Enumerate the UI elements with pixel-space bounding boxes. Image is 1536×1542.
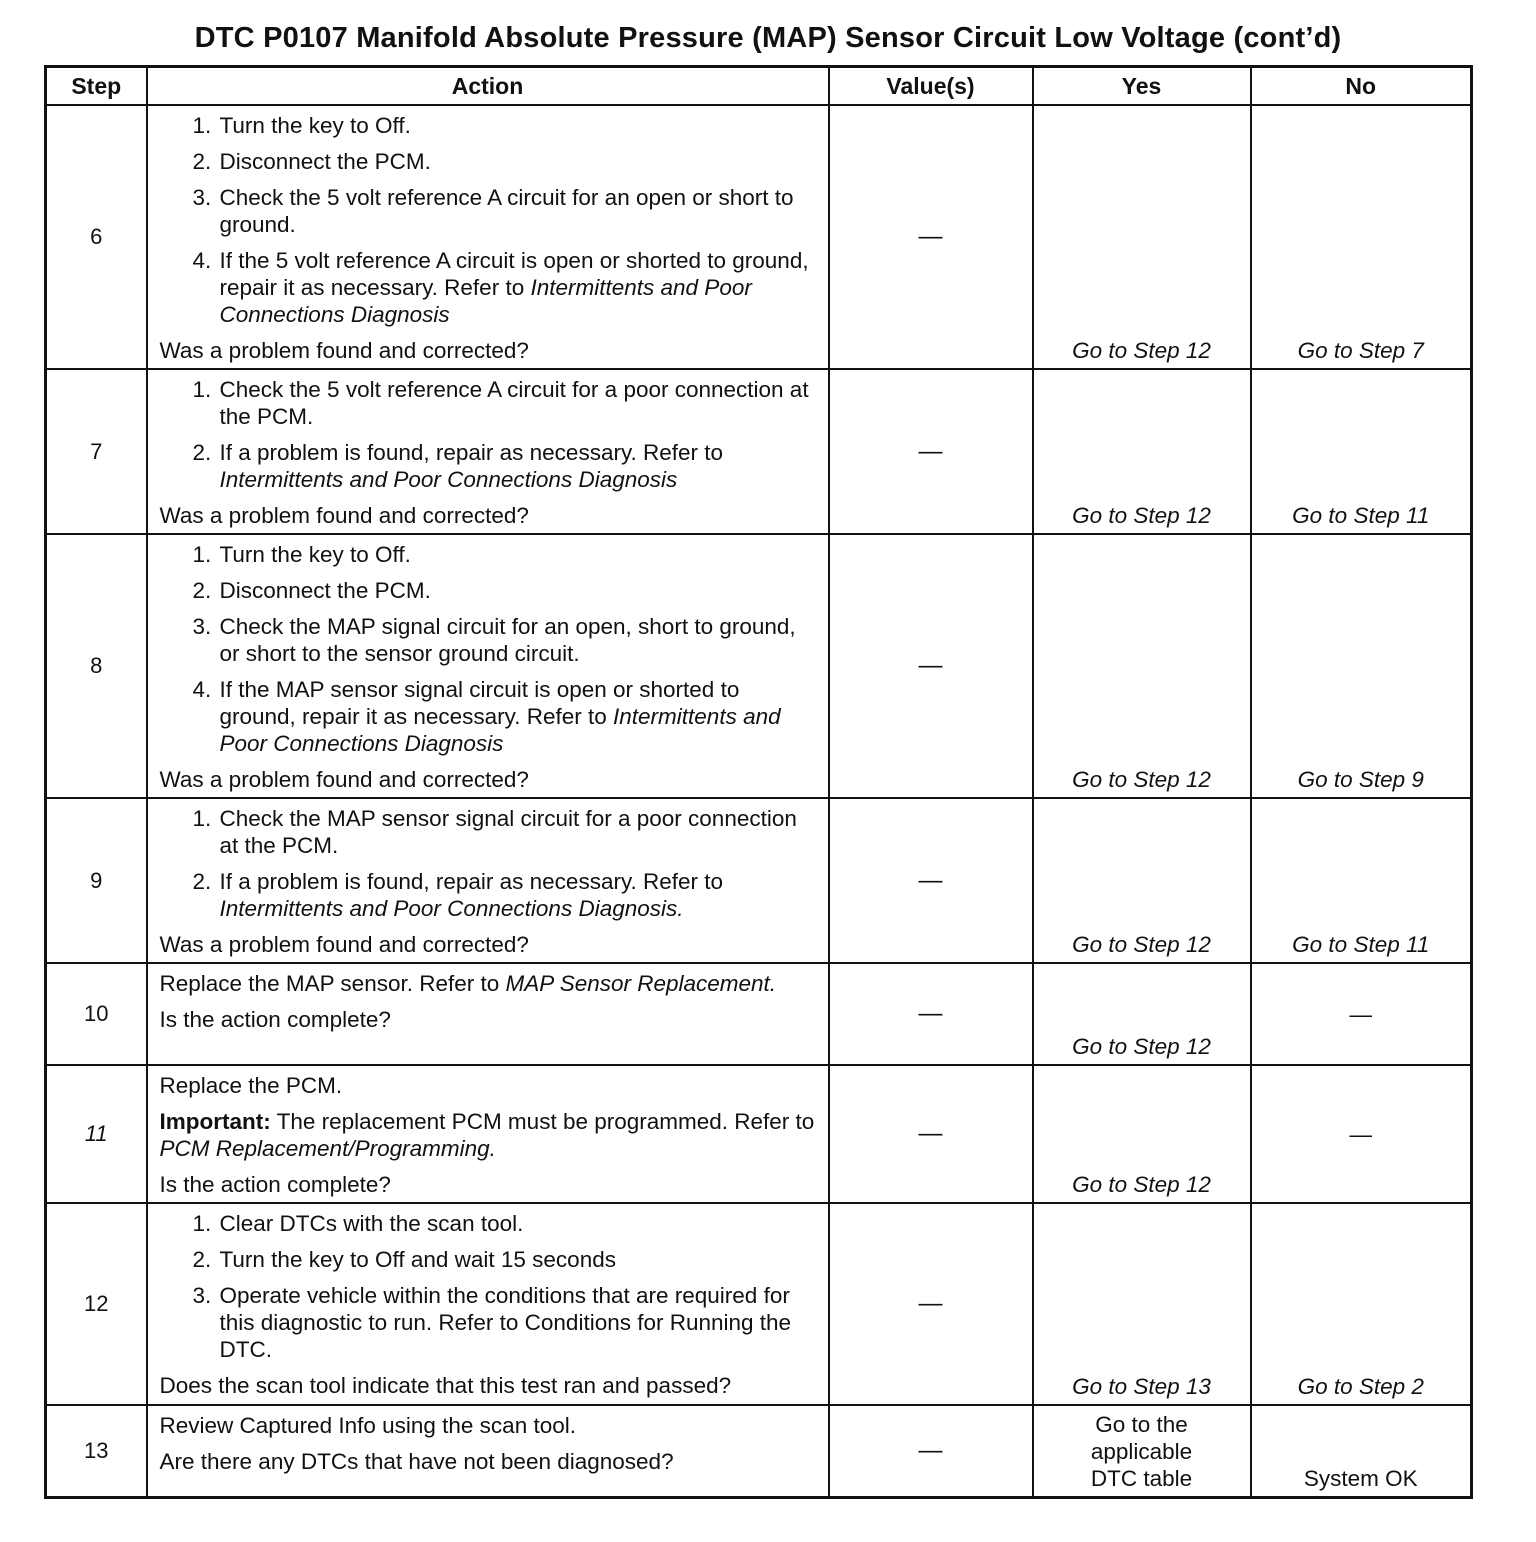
action-question: Was a problem found and corrected?: [159, 338, 529, 363]
document-reference: Intermittents and Poor Connections Diagnosis: [219, 275, 752, 327]
no-cell: System OK: [1251, 1405, 1472, 1497]
action-steps-list: [160, 805, 818, 922]
table-row: [46, 105, 1472, 369]
table-row: [46, 534, 1472, 798]
header-row: [46, 67, 1472, 106]
action-steps-list: [160, 112, 818, 328]
document-reference: Intermittents and Poor Connections Diagnosis: [219, 467, 678, 492]
table-row: [46, 369, 1472, 534]
no-column-header: No: [1251, 67, 1472, 106]
no-cell: Go to Step 11: [1251, 369, 1472, 534]
yes-cell: Go to Step 12: [1033, 534, 1251, 798]
yes-cell: Go to Step 12: [1033, 105, 1251, 369]
yes-column-header: Yes: [1033, 67, 1251, 106]
action-cell: [147, 963, 829, 1065]
action-cell: [147, 105, 829, 369]
action-steps-list: [160, 1210, 818, 1363]
action-step: 3. Operate vehicle within the conditions that are required for this diagnostic to run. Refer to Conditions for Running the DTC.: [218, 1282, 818, 1363]
action-step: 2. If a problem is found, repair as necessary. Refer to Intermittents and Poor Connections Diagnosis: [218, 439, 818, 493]
yes-cell: Go to Step 12: [1033, 963, 1251, 1065]
action-step: 1. Check the MAP sensor signal circuit for a poor connection at the PCM.: [218, 805, 818, 859]
page-title: DTC P0107 Manifold Absolute Pressure (MAP) Sensor Circuit Low Voltage (cont’d): [194, 22, 1342, 54]
yes-cell: Go to the applicable DTC table: [1033, 1405, 1251, 1497]
table-row: [46, 798, 1472, 963]
action-cell: [147, 1405, 829, 1497]
action-cell: [147, 369, 829, 534]
document-reference: Intermittents and Poor Connections Diagnosis: [219, 704, 781, 756]
action-cell: [147, 534, 829, 798]
no-cell: Go to Step 9: [1251, 534, 1472, 798]
action-step: 2. Disconnect the PCM.: [218, 577, 818, 604]
action-step: 3. Check the MAP signal circuit for an open, short to ground, or short to the sensor ground circuit.: [218, 613, 818, 667]
action-steps-list: [160, 376, 818, 493]
action-step: 1. Turn the key to Off.: [218, 112, 818, 139]
action-step: 1. Clear DTCs with the scan tool.: [218, 1210, 818, 1237]
document-reference: MAP Sensor Replacement.: [505, 971, 777, 996]
value-cell: —: [829, 963, 1033, 1065]
action-cell: [147, 1065, 829, 1203]
yes-cell: Go to Step 12: [1033, 1065, 1251, 1203]
action-cell: [147, 1203, 829, 1405]
value-cell: —: [829, 534, 1033, 798]
action-question: Is the action complete?: [159, 1172, 391, 1197]
value-cell: —: [829, 369, 1033, 534]
no-cell: —: [1251, 1065, 1472, 1203]
yes-cell: Go to Step 13: [1033, 1203, 1251, 1405]
action-step: 4. If the MAP sensor signal circuit is open or shorted to ground, repair it as necessary. Refer to Intermittents and Poor Connections Diagnosis: [218, 676, 818, 757]
action-step: 2. Disconnect the PCM.: [218, 148, 818, 175]
step-number: 13: [46, 1405, 147, 1497]
action-step: 4. If the 5 volt reference A circuit is open or shorted to ground, repair it as necessary. Refer to Intermittents and Poor Connections Diagnosis: [218, 247, 818, 328]
action-question: Was a problem found and corrected?: [159, 503, 529, 528]
action-question: Is the action complete?: [159, 1007, 391, 1032]
action-paragraph: Review Captured Info using the scan tool.: [159, 1413, 576, 1438]
action-paragraph: Replace the PCM.: [159, 1073, 343, 1098]
action-question: Are there any DTCs that have not been diagnosed?: [159, 1449, 674, 1474]
action-question: Was a problem found and corrected?: [159, 932, 529, 957]
step-number: 8: [46, 534, 147, 798]
no-cell: Go to Step 7: [1251, 105, 1472, 369]
action-column-header: Action: [147, 67, 829, 106]
action-step: 1. Check the 5 volt reference A circuit for a poor connection at the PCM.: [218, 376, 818, 430]
action-step: 2. If a problem is found, repair as necessary. Refer to Intermittents and Poor Connections Diagnosis.: [218, 868, 818, 922]
step-number: 7: [46, 369, 147, 534]
action-question: Does the scan tool indicate that this test ran and passed?: [159, 1373, 732, 1398]
value-cell: —: [829, 105, 1033, 369]
action-step: 1. Turn the key to Off.: [218, 541, 818, 568]
action-cell: [147, 798, 829, 963]
action-step: 3. Check the 5 volt reference A circuit for an open or short to ground.: [218, 184, 818, 238]
step-number: 6: [46, 105, 147, 369]
value-cell: —: [829, 798, 1033, 963]
no-cell: —: [1251, 963, 1472, 1065]
value-cell: —: [829, 1405, 1033, 1497]
step-number: 11: [46, 1065, 147, 1203]
no-cell: Go to Step 2: [1251, 1203, 1472, 1405]
yes-cell: Go to Step 12: [1033, 798, 1251, 963]
step-number: 10: [46, 963, 147, 1065]
important-label: Important:: [159, 1109, 271, 1134]
action-paragraph: Important: The replacement PCM must be programmed. Refer to PCM Replacement/Programming.: [159, 1109, 815, 1161]
action-question: Was a problem found and corrected?: [159, 767, 529, 792]
document-reference: PCM Replacement/Programming.: [159, 1136, 496, 1161]
table-row: [46, 1405, 1472, 1497]
table-row: [46, 1203, 1472, 1405]
table-row: [46, 1065, 1472, 1203]
values-column-header: Value(s): [829, 67, 1033, 106]
step-number: 12: [46, 1203, 147, 1405]
value-cell: —: [829, 1203, 1033, 1405]
no-cell: Go to Step 11: [1251, 798, 1472, 963]
value-cell: —: [829, 1065, 1033, 1203]
diagnostic-table: [44, 65, 1473, 1499]
action-steps-list: [160, 541, 818, 757]
document-reference: Intermittents and Poor Connections Diagnosis.: [219, 896, 684, 921]
yes-cell: Go to Step 12: [1033, 369, 1251, 534]
step-number: 9: [46, 798, 147, 963]
table-row: [46, 963, 1472, 1065]
step-column-header: Step: [46, 67, 147, 106]
action-paragraph: Replace the MAP sensor. Refer to MAP Sensor Replacement.: [159, 971, 777, 996]
action-step: 2. Turn the key to Off and wait 15 seconds: [218, 1246, 818, 1273]
